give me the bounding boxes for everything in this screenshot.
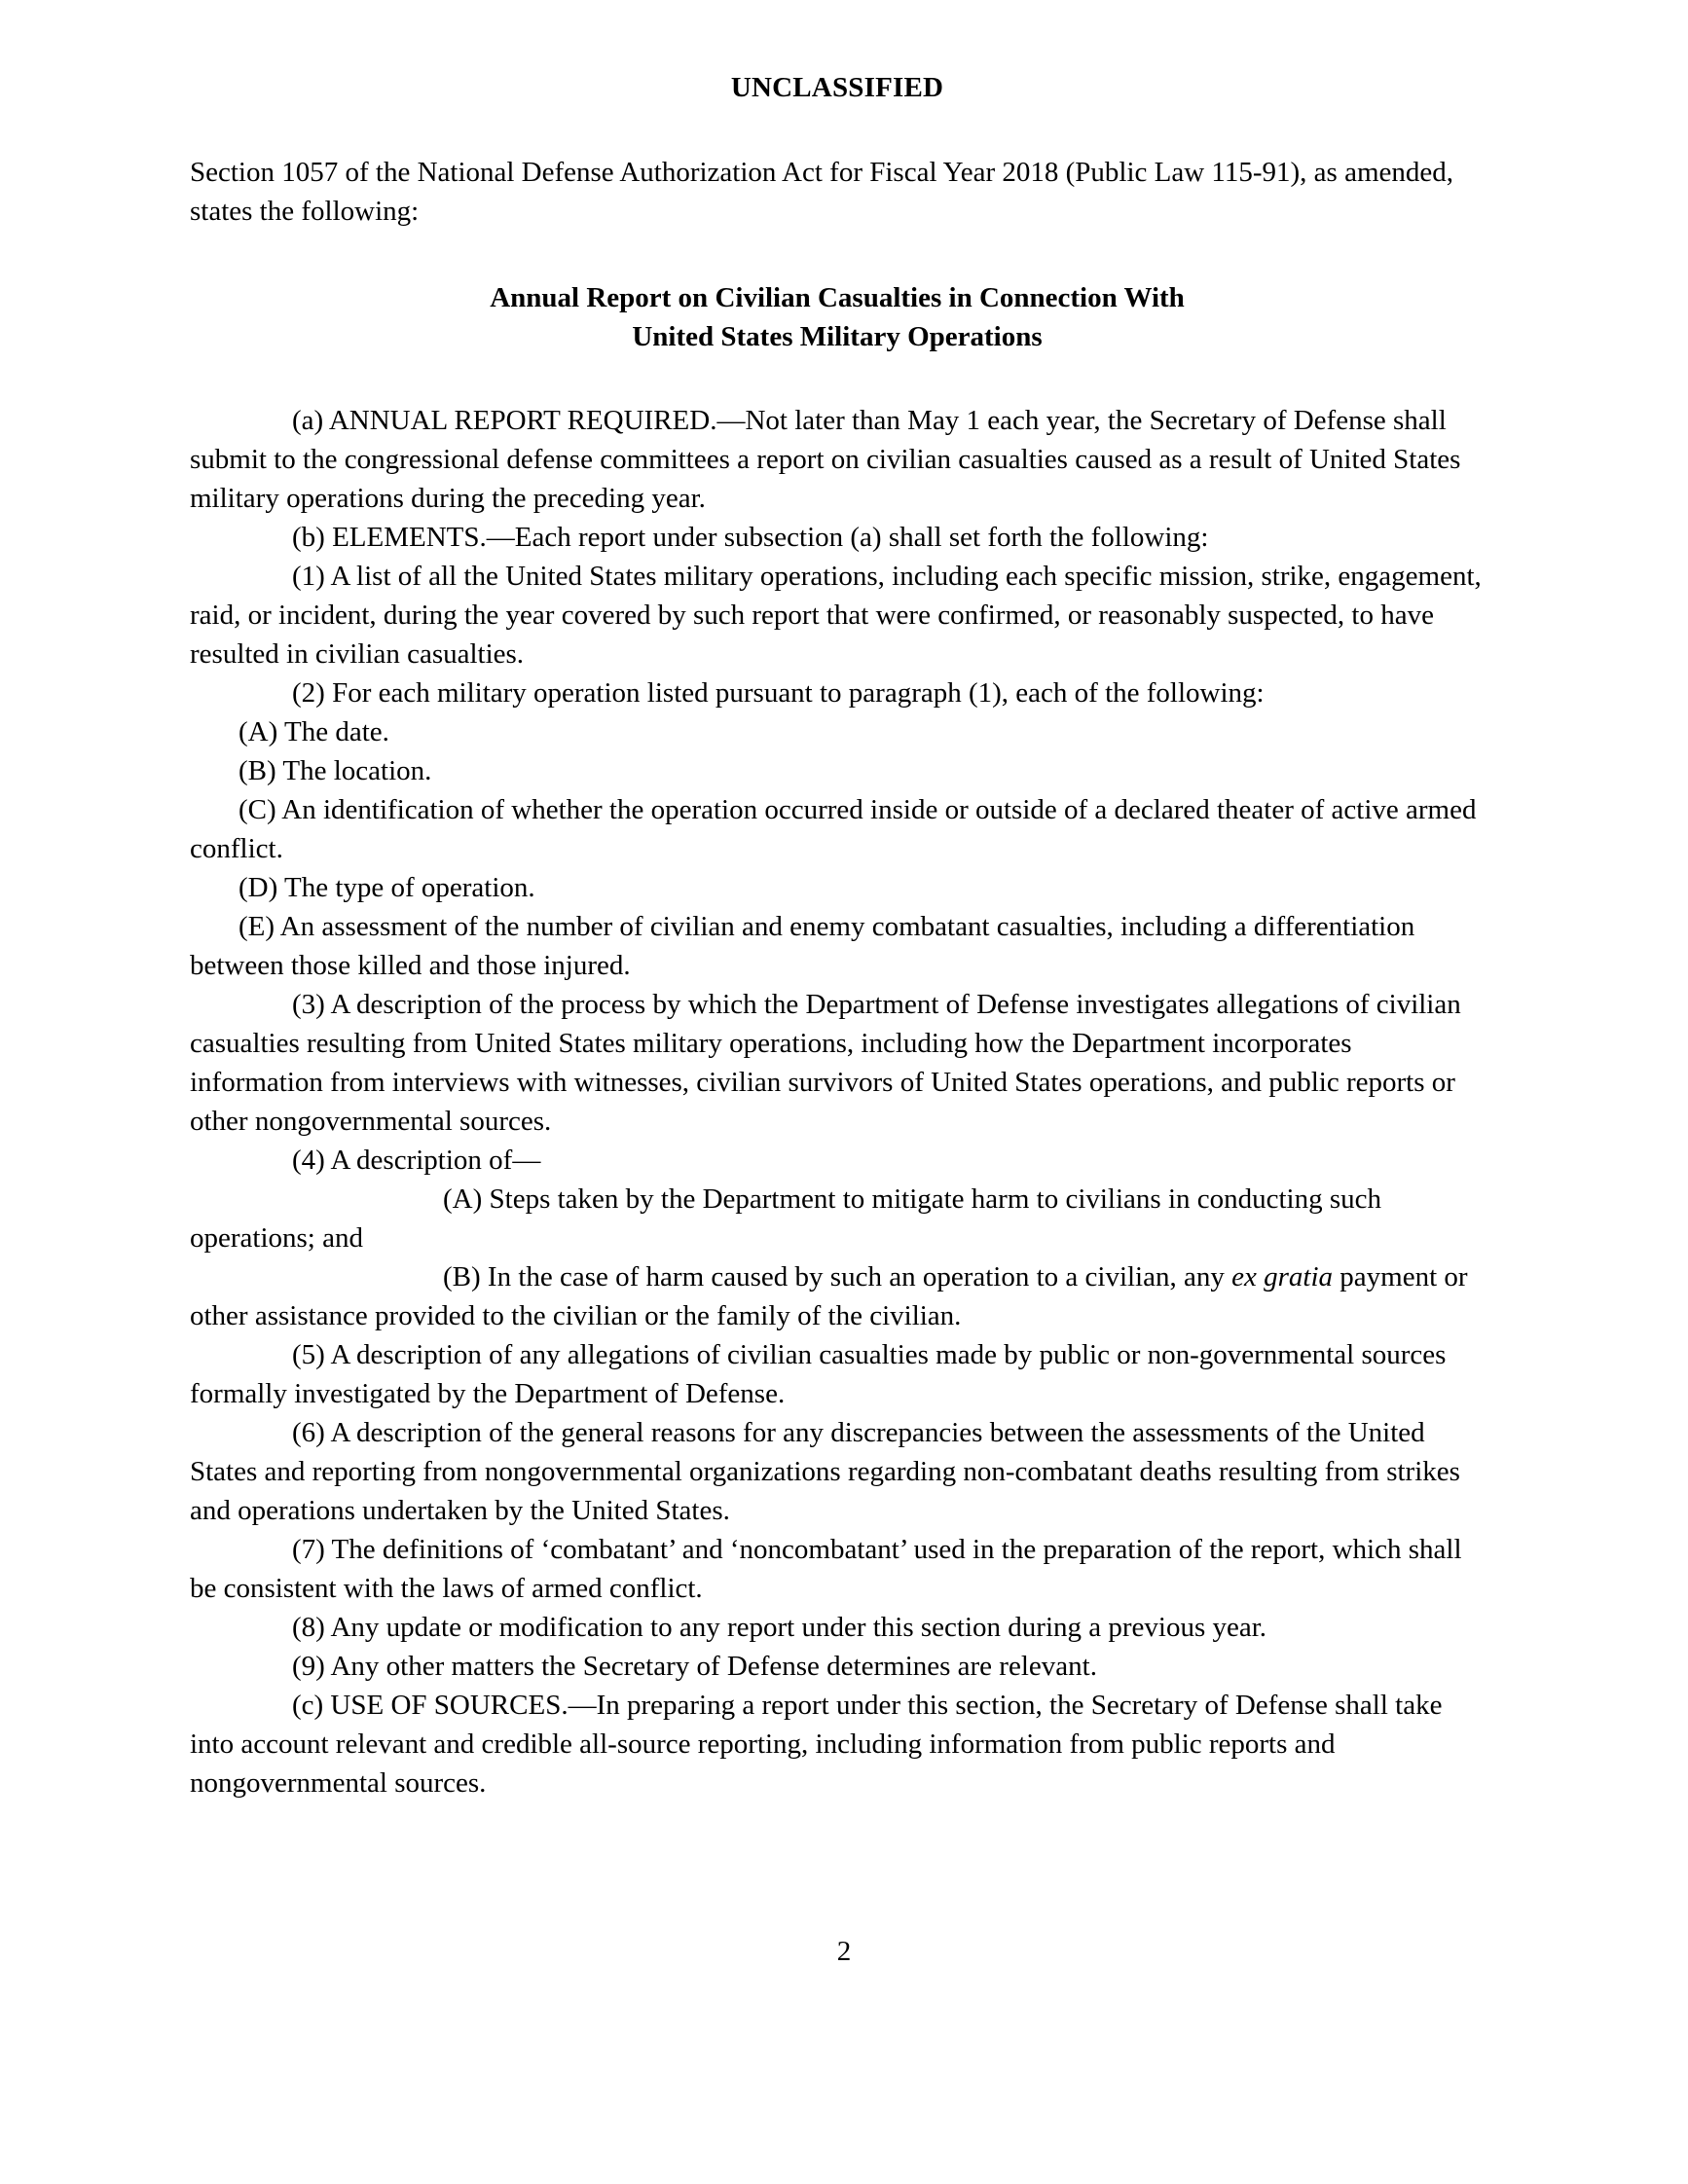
page-title-line-2: United States Military Operations [632,321,1043,353]
subparagraph-2-b: (B) The location. [239,755,432,787]
subparagraph-2-a: (A) The date. [239,716,389,748]
paragraph-2: (2) For each military operation listed pursuant to paragraph (1), each of the following: [292,677,1265,710]
subparagraph-2-c: (C) An identification of whether the operation occurred inside or outside of a declared theater of active armed conflict. [190,794,1477,865]
paragraph-1: (1) A list of all the United States military operations, including each specific mission, strike, engagement, raid, or incident, during the year covered by such report that were confirmed, or reasonably suspected, to have resulted in civilian casualties. [190,561,1482,671]
paragraph-4: (4) A description of— [292,1145,541,1177]
paragraph-9: (9) Any other matters the Secretary of Defense determines are relevant. [292,1651,1097,1683]
page-content [190,0,1485,1802]
page-title-line-1: Annual Report on Civilian Casualties in Connection With [490,282,1185,314]
subsection-c: (c) USE OF SOURCES.—In preparing a report under this section, the Secretary of Defense shall take into account relevant and credible all-source reporting, including information from public reports and nongovernmental sources. [190,1690,1443,1800]
subparagraph-2-d: (D) The type of operation. [239,872,535,904]
subparagraph-2-e: (E) An assessment of the number of civilian and enemy combatant casualties, including a differentiation between those killed and those injured. [190,911,1415,982]
subparagraph-4-a: (A) Steps taken by the Department to mitigate harm to civilians in conducting such operations; and [190,1183,1382,1255]
subparagraph-4-b-text-before: (B) In the case of harm caused by such an operation to a civilian, any [443,1261,1232,1293]
subparagraph-4-b [190,1257,1485,1335]
lead-paragraph: Section 1057 of the National Defense Authorization Act for Fiscal Year 2018 (Public Law 115-91), as amended, states the following: [190,157,1453,228]
subsection-a: (a) ANNUAL REPORT REQUIRED.—Not later than May 1 each year, the Secretary of Defense shall submit to the congressional defense committees a report on civilian casualties caused as a result of United States military operations during the preceding year. [190,405,1461,515]
page-title [200,278,1475,356]
subparagraph-4-b-text-after: payment or other assistance provided to the civilian or the family of the civilian. [190,1261,1468,1332]
paragraph-3: (3) A description of the process by which the Department of Defense investigates allegations of civilian casualties resulting from United States military operations, including how the Department incorporates information from interviews with witnesses, civilian survivors of United States operations, and public reports or other nongovernmental sources. [190,989,1461,1138]
paragraph-7: (7) The definitions of ‘combatant’ and ‘noncombatant’ used in the preparation of the report, which shall be consistent with the laws of armed conflict. [190,1534,1462,1605]
paragraph-5: (5) A description of any allegations of civilian casualties made by public or non-governmental sources formally investigated by the Department of Defense. [190,1339,1447,1410]
page-number: 2 [836,1936,852,1967]
paragraph-8: (8) Any update or modification to any report under this section during a previous year. [292,1612,1267,1644]
paragraph-6: (6) A description of the general reasons for any discrepancies between the assessments of the United States and reporting from nongovernmental organizations regarding non-combatant deaths resulting from strikes and operations undertaken by the United States. [190,1417,1460,1527]
classification-header: UNCLASSIFIED [730,72,944,103]
subparagraph-4-b-latin-term: ex gratia [1231,1261,1334,1293]
subsection-b: (b) ELEMENTS.—Each report under subsection (a) shall set forth the following: [292,522,1209,554]
statute-text [190,401,1485,1802]
